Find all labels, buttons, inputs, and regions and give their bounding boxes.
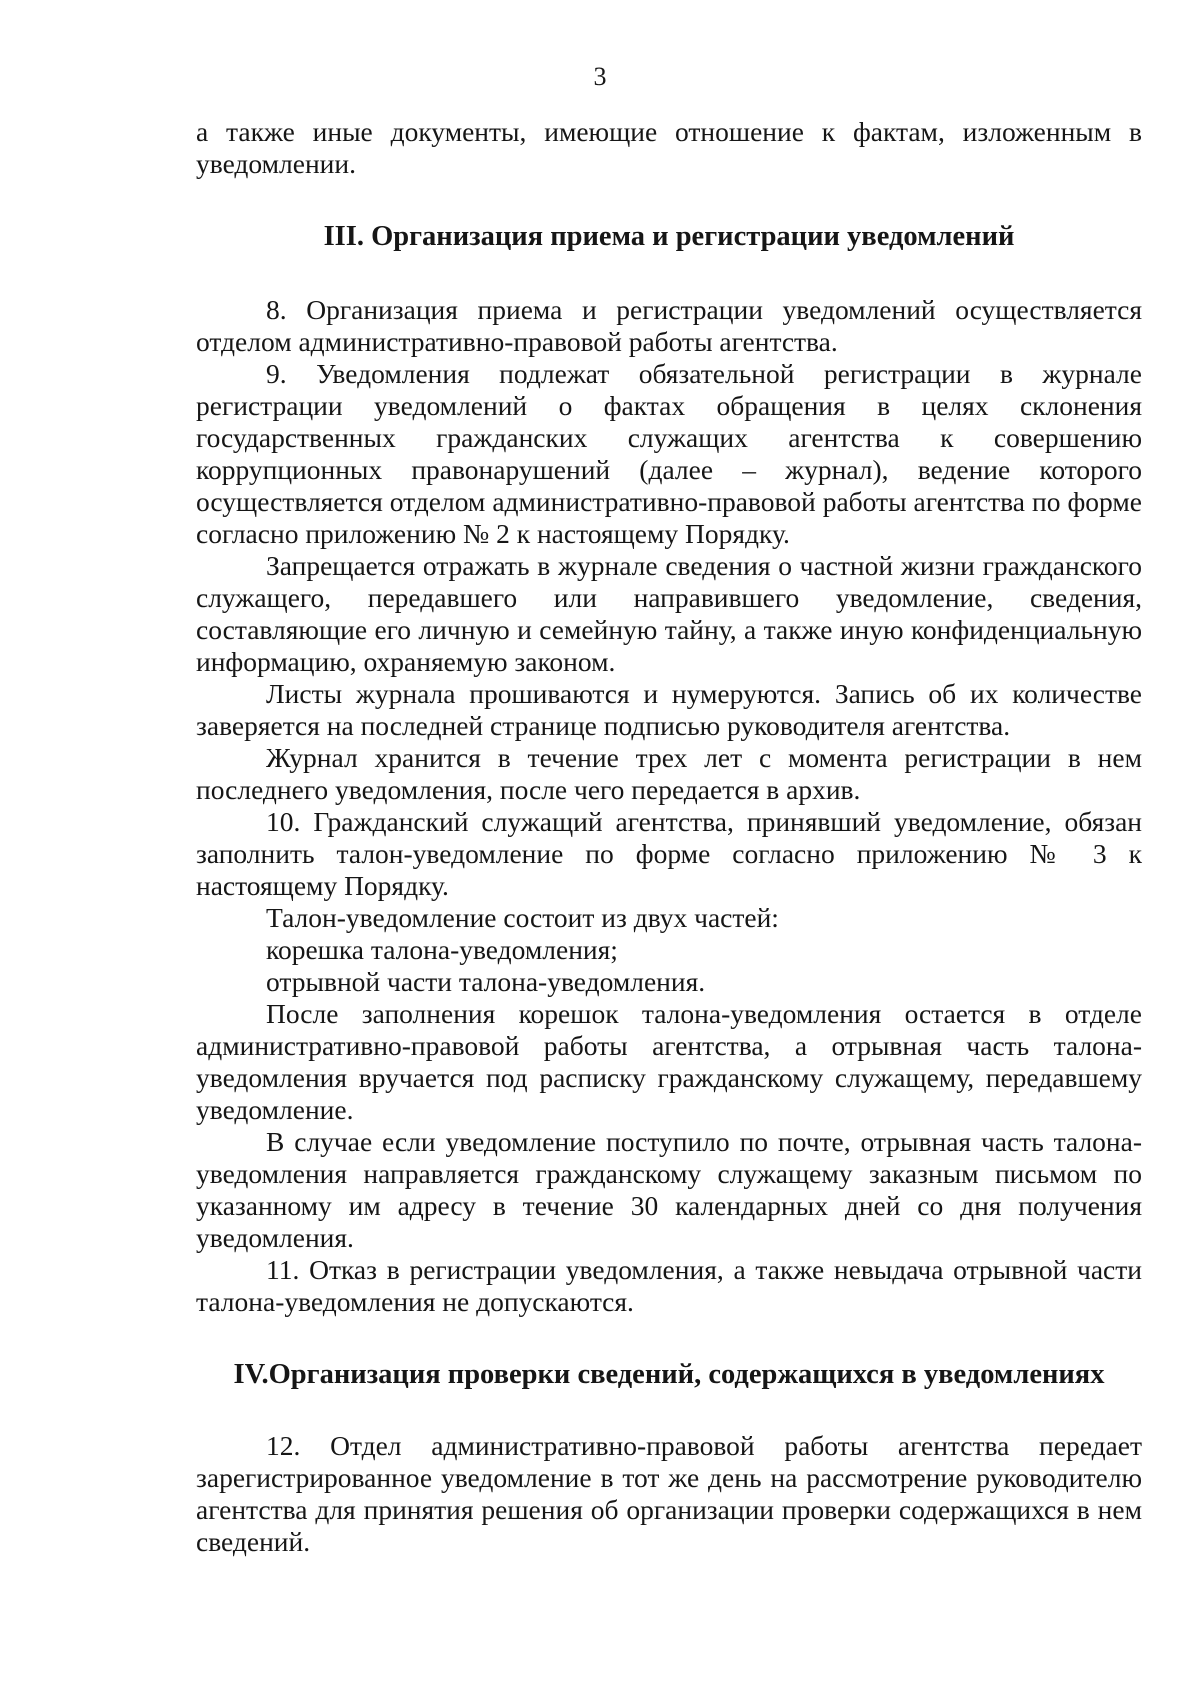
paragraph-11: 11. Отказ в регистрации уведомления, а также невыдача отрывной части талона-уведомления не допускаются. xyxy=(196,1254,1142,1317)
paragraph-9-journal-storage: Журнал хранится в течение трех лет с момента регистрации в нем последнего уведомления, после чего передается в архив. xyxy=(196,742,1142,805)
paragraph-9-journal-sheets: Листы журнала прошиваются и нумеруются. Запись об их количестве заверяется на последней странице подписью руководителя агентства. xyxy=(196,678,1142,741)
section-4-heading: IV.Организация проверки сведений, содержащихся в уведомлениях xyxy=(233,1359,1105,1390)
paragraph-10-by-mail: В случае если уведомление поступило по почте, отрывная часть талона-уведомления направляется гражданскому служащему заказным письмом по указанному им адресу в течение 30 календарных дней со дня получения уведомления. xyxy=(196,1126,1142,1253)
page-number: 3 xyxy=(593,62,607,91)
intro-paragraph: а также иные документы, имеющие отношение к фактам, изложенным в уведомлении. xyxy=(196,116,1142,179)
paragraph-10-part-stub: корешка талона-уведомления; xyxy=(266,934,618,965)
paragraph-8: 8. Организация приема и регистрации уведомлений осуществляется отделом административно-правовой работы агентства. xyxy=(196,294,1142,357)
section-3-heading: III. Организация приема и регистрации уведомлений xyxy=(323,221,1015,252)
paragraph-9-prohibition: Запрещается отражать в журнале сведения о частной жизни гражданского служащего, передавшего или направившего уведомление, сведения, составляющие его личную и семейную тайну, а также иную конфиденциальную информацию, охраняемую законом. xyxy=(196,550,1142,677)
paragraph-9: 9. Уведомления подлежат обязательной регистрации в журнале регистрации уведомлений о фактах обращения в целях склонения государственных гражданских служащих агентства к совершению коррупционных правонарушений (далее – журнал), ведение которого осуществляется отделом административно-правовой работы агентства по форме согласно приложению № 2 к настоящему Порядку. xyxy=(196,358,1142,549)
paragraph-10-after-filling: После заполнения корешок талона-уведомления остается в отделе административно-правовой работы агентства, а отрывная часть талона-уведомления вручается под расписку гражданскому служащему, передавшему уведомление. xyxy=(196,998,1142,1125)
paragraph-12: 12. Отдел административно-правовой работы агентства передает зарегистрированное уведомление в тот же день на рассмотрение руководителю агентства для принятия решения об организации проверки содержащихся в нем сведений. xyxy=(196,1430,1142,1557)
document-body xyxy=(196,116,1142,1558)
paragraph-10-parts-intro: Талон-уведомление состоит из двух частей: xyxy=(266,902,779,933)
paragraph-10: 10. Гражданский служащий агентства, принявший уведомление, обязан заполнить талон-уведомление по форме согласно приложению № 3 к настоящему Порядку. xyxy=(196,806,1142,901)
paragraph-10-part-tearoff: отрывной части талона-уведомления. xyxy=(266,966,706,997)
